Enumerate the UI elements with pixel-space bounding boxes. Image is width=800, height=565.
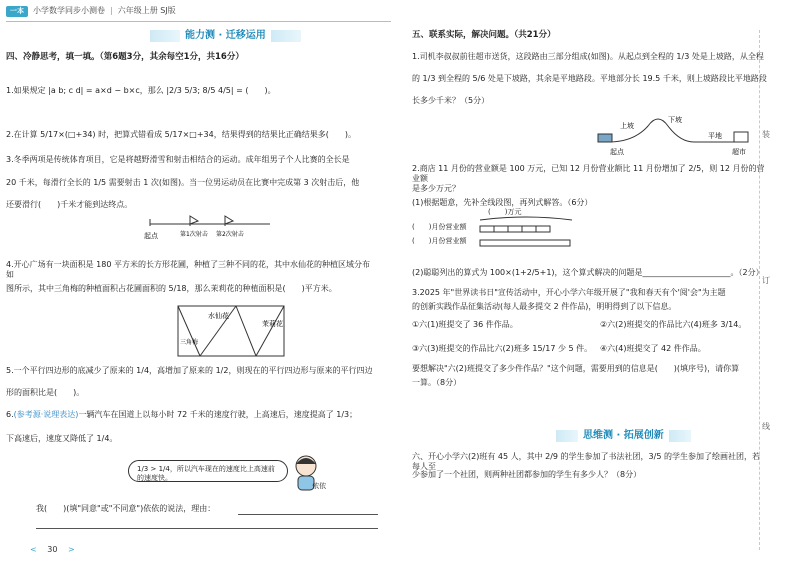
page-next-icon: > [67, 545, 75, 554]
question-5-2-sub1: (1)根据题意，先补全线段图，再列式解答。（6分） [412, 198, 593, 207]
series-title: 小学数学同步小测卷 [33, 6, 105, 16]
banner-bar [271, 30, 301, 42]
road-label-uphill: 上坡 [620, 122, 634, 130]
question-4-3-line1: 3.冬季两项是传统体育项目，它是将越野滑雪和射击相结合的运动。成年组男子个人比赛的全长是 [6, 155, 350, 164]
page-number [30, 545, 75, 555]
diagram-label-shot1: 第1次射击 [180, 231, 208, 238]
banner-right-title: 思维测 · 拓展创新 [583, 430, 664, 441]
question-4-3-line2: 20 千米，每滑行全长的 1/5 需要射击 1 次(如图)。当一位男运动员在比赛中完成第 3 次射击后，他 [6, 178, 360, 187]
fact-4: ④六(4)班提交了 42 件作品。 [600, 344, 706, 353]
question-5-2-line1: 2.商店 11 月份的营业额是 100 万元，已知 12 月份营业额比 11 月份增加了 2/5，则 12 月份的营业额 [412, 164, 765, 183]
question-5-3-ask2: 一算。（8分） [412, 378, 462, 387]
question-5-2-line2: 是多少万元？ [412, 184, 460, 193]
diagram-label-shot2: 第2次射击 [216, 231, 244, 238]
banner-left-title: 能力测 · 迁移运用 [185, 30, 266, 41]
binding-line [759, 30, 760, 550]
brand-logo: 一本 [6, 6, 28, 17]
ski-course-diagram [140, 212, 280, 248]
diagram-label-start: 起点 [144, 232, 158, 240]
page-prev-icon: < [30, 545, 37, 554]
question-5-3-ask1: 要想解决"六(2)班提交了多少件作品？"这个问题，需要用到的信息是( )(填序号)，请你算 [412, 364, 740, 373]
question-4-4-line1: 4.开心广场有一块面积是 180 平方米的长方形花圃，种植了三种不同的花，其中水仙花的种植区域分布如 [6, 260, 370, 279]
question-4-6-line1: 6.(参考源·说理表达)一辆汽车在国道上以每小时 72 千米的速度行驶，上高速后，速度提高了 1/3； [6, 410, 358, 419]
question-4-1: 1.如果规定 |a b; c d| = a×d − b×c，那么 |2/3 5/3; 8/5 4/5| = ( )。 [6, 86, 276, 95]
garden-label-narcissus: 水仙花 [208, 312, 229, 320]
section4-title: 四、冷静思考，填一填。（第6题3分，其余每空1分，共16分） [6, 52, 244, 62]
page-number-value: 30 [47, 545, 58, 554]
section6-line1: 六、开心小学六(2)班有 45 人，其中 2/9 的学生参加了书法社团，3/5 的学生参加了绘画社团，若每人至 [412, 452, 760, 471]
question-5-1-line1: 1.司机李叔叔前往超市送货，这段路由三部分组成(如图)。从起点到全程的 1/3 处是上坡路，从全程 [412, 52, 764, 61]
garden-label-jasmine: 茉莉花 [262, 320, 283, 328]
answer-line [238, 514, 378, 515]
section6-line2: 少参加了一个社团，则两种社团都参加的学生有多少人？（8分） [412, 470, 642, 479]
question-5-1-line3: 长多少千米？（5分） [412, 96, 490, 105]
garden-label-bougainvillea: 三角梅 [180, 339, 199, 346]
binding-mark: 订 [762, 276, 770, 285]
header-rule [6, 21, 391, 22]
banner-bar [669, 430, 691, 442]
question-4-5-line1: 5.一个平行四边形的底减少了原来的 1/4，高增加了原来的 1/2，则现在的平行四边形与原来的平行四边 [6, 366, 373, 375]
question-tag: (参考源·说理表达) [13, 410, 79, 419]
segment-unit-label: 万元 [507, 208, 522, 216]
fact-3: ③六(3)班提交的作品比六(2)班多 15/17 少 5 件。 [412, 344, 593, 353]
segment-diagram [476, 214, 576, 254]
page-header: 一本 小学数学同步小测卷 | 六年级上册 SJ版 [6, 6, 176, 17]
question-5-2-sub2: (2)聪聪列出的算式为 100×(1+2/5+1)，这个算式解决的问题是______________________。（2分） [412, 268, 764, 277]
road-diagram [596, 108, 756, 158]
question-4-6-answer: 我( )(填"同意"或"不同意")依依的说法，理由： [36, 504, 216, 513]
banner-bar [150, 30, 180, 42]
segment-unit: ( )万元 [488, 208, 522, 216]
grade-label: 六年级上册 SJ版 [117, 6, 176, 16]
question-5-3-line1: 3.2025 年"世界读书日"宣传活动中，开心小学六年级开展了"我和春天有个'阅'会"为主题 [412, 288, 726, 297]
road-label-flat: 平地 [708, 132, 722, 140]
question-4-5-line2: 形的面积比是( )。 [6, 388, 85, 397]
question-4-6-text: 一辆汽车在国道上以每小时 72 千米的速度行驶，上高速后，速度提高了 1/3； [78, 410, 358, 419]
question-4-2: 2.在计算 5/17×(□+34) 时，把算式错看成 5/17×□+34，结果得到的结果比正确结果多( )。 [6, 130, 356, 139]
speech-bubble: 1/3 > 1/4，所以汽车现在的速度比上高速前的速度快。 [128, 460, 288, 482]
fact-2: ②六(2)班提交的作品比六(4)班多 3/14。 [600, 320, 747, 329]
question-4-4-line2: 图所示，其中三角梅的种植面积占花圃面积的 5/18，那么茉莉花的种植面积是( )平方米。 [6, 284, 337, 293]
banner-left [150, 30, 301, 43]
fact-1: ①六(1)班提交了 36 件作品。 [412, 320, 518, 329]
road-label-market: 超市 [732, 148, 746, 156]
segment-row1-label: ( )月份营业额 [412, 223, 467, 231]
road-label-start: 起点 [610, 148, 624, 156]
banner-bar [556, 430, 578, 442]
binding-mark: 线 [762, 422, 770, 431]
question-4-3-line3: 还要滑行( )千米才能到达终点。 [6, 200, 133, 209]
question-5-1-line2: 的 1/3 到全程的 5/6 处是下坡路，其余是平地路段。平地部分长 19.5 千米，则上坡路段比平地路段 [412, 74, 767, 83]
binding-mark: 装 [762, 130, 770, 139]
question-5-3-line2: 的创新实践作品征集活动(每人最多提交 2 件作品)，明明得到了以下信息。 [412, 302, 677, 311]
section5-title: 五、联系实际，解决问题。（共21分） [412, 30, 556, 40]
segment-row2-label: ( )月份营业额 [412, 237, 467, 245]
question-4-6-line2: 下高速后，速度又降低了 1/4。 [6, 434, 118, 443]
garden-diagram [176, 304, 286, 358]
banner-right [556, 430, 691, 443]
road-label-downhill: 下坡 [668, 116, 682, 124]
student-name: 依依 [312, 482, 326, 490]
answer-line [36, 528, 378, 529]
